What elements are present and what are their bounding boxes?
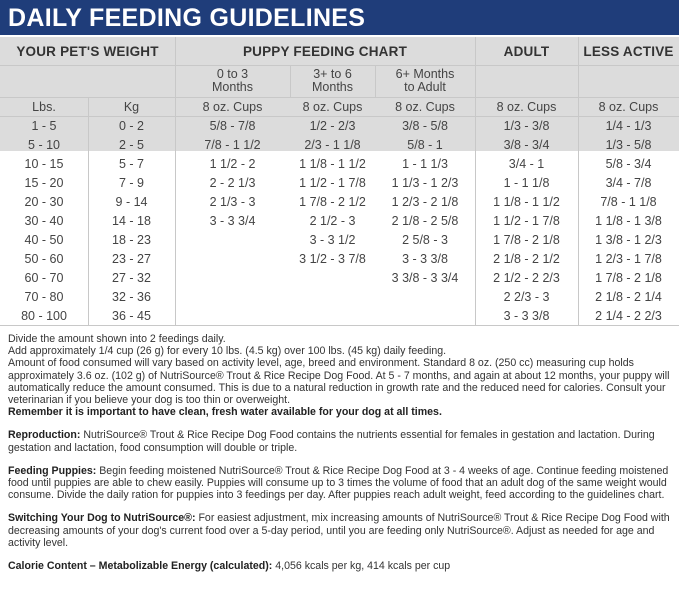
calorie-text: 4,056 kcals per kg, 414 kcals per cup [272,560,451,573]
unit-header: Lbs. [32,99,56,114]
cups-cell: 7/8 - 1 1/2 [204,137,261,152]
weight-cell: 27 - 32 [112,270,151,285]
cups-cell: 2/3 - 1 1/8 [304,137,361,152]
grid-line [290,65,291,97]
cups-cell: 1/3 - 3/8 [503,118,550,133]
cups-cell: 5/8 - 1 [407,137,443,152]
weight-cell: 23 - 27 [112,251,151,266]
weight-cell: 1 - 5 [31,118,57,133]
cups-cell: 1 7/8 - 2 1/8 [595,270,662,285]
cups-cell: 2 1/4 - 2 2/3 [595,308,662,323]
age-header-3 [375,65,475,97]
cups-cell: 2 1/8 - 2 5/8 [391,213,459,228]
reproduction-paragraph [8,429,672,453]
age-header-line: 3+ to 6 [313,67,352,81]
cups-cell: 1 1/8 - 1 1/2 [493,194,560,209]
cups-cell: 1 1/2 - 1 7/8 [493,213,560,228]
cups-cell: 3 - 3 3/8 [402,251,448,266]
note-feedings: Divide the amount shown into 2 feedings daily. [8,333,226,345]
cups-cell: 3 - 3 1/2 [309,232,356,247]
cups-cell: 1 - 1 1/3 [402,156,448,171]
weight-cell: 15 - 20 [24,175,64,190]
cups-cell: 3 1/2 - 3 7/8 [299,251,366,266]
cups-cell: 1/2 - 2/3 [309,118,356,133]
switching-paragraph [8,512,672,549]
weight-cell: 10 - 15 [24,156,64,171]
page-title: DAILY FEEDING GUIDELINES [8,4,366,32]
cups-cell: 2 1/3 - 3 [209,194,256,209]
cups-cell: 1 2/3 - 1 7/8 [595,251,662,266]
reproduction-label: Reproduction: [8,429,81,442]
unit-header: 8 oz. Cups [598,99,659,114]
cups-cell: 1 1/8 - 1 3/8 [595,213,662,228]
age-header-line: to Adult [404,80,446,94]
cups-cell [290,287,375,306]
cups-cell [290,268,375,287]
header-weight: YOUR PET'S WEIGHT [16,43,159,59]
grid-line [88,97,89,325]
feeding-puppies-label: Feeding Puppies: [8,464,97,477]
age-header-2 [290,65,375,97]
grid-line [475,37,476,325]
switching-text: For easiest adjustment, mix increasing amounts of NutriSource® Trout & Rice Recipe Dog Food with decreasing amounts of your dog's current food over a 5-day period, until you are feeding only NutriSource®. Adjust as needed for age and activity level. [8,512,670,549]
cups-cell: 3/8 - 3/4 [503,137,550,152]
weight-cell: 30 - 40 [24,213,64,228]
switching-label: Switching Your Dog to NutriSource®: [8,512,196,525]
cups-cell: 2 1/2 - 3 [309,213,356,228]
age-header-line: Months [312,80,353,94]
weight-cell: 5 - 7 [118,156,144,171]
cups-cell: 3 3/8 - 3 3/4 [391,270,459,285]
weight-cell: 7 - 9 [118,175,144,190]
grid-line [0,65,679,66]
unit-header: 8 oz. Cups [202,99,263,114]
grid-line [0,97,679,98]
unit-header: 8 oz. Cups [302,99,363,114]
age-header-line: 0 to 3 [216,67,249,81]
notes-section [8,333,672,572]
weight-cell: 9 - 14 [115,194,148,209]
cups-cell: 5/8 - 3/4 [605,156,652,171]
cups-cell: 1 7/8 - 2 1/8 [493,232,560,247]
weight-cell: 80 - 100 [21,308,67,323]
reproduction-text: NutriSource® Trout & Rice Recipe Dog Food contains the nutrients essential for females in gestation and lactation. During gestation and lactation, food consumption will double or triple. [8,429,655,454]
cups-cell: 3/4 - 7/8 [605,175,652,190]
age-header-line: Months [212,80,253,94]
unit-header: 8 oz. Cups [395,99,455,114]
weight-cell: 2 - 5 [118,137,144,152]
note-water: Remember it is important to have clean, fresh water available for your dog at all times. [8,406,442,419]
weight-cell: 0 - 2 [118,118,144,133]
cups-cell: 5/8 - 7/8 [209,118,256,133]
cups-cell [375,306,475,325]
note-add-cup: Add approximately 1/4 cup (26 g) for every 10 lbs. (4.5 kg) over 100 lbs. (45 kg) daily feeding. [8,345,447,358]
grid-line [0,116,679,117]
title-banner [0,0,679,35]
weight-cell: 20 - 30 [24,194,64,209]
cups-cell: 1 1/3 - 1 2/3 [391,175,459,190]
weight-cell: 36 - 45 [112,308,151,323]
weight-cell: 5 - 10 [28,137,60,152]
cups-cell: 2 1/8 - 2 1/4 [595,289,662,304]
age-header-line: 6+ Months [395,67,455,81]
cups-cell: 3 - 3 3/4 [209,213,256,228]
calorie-paragraph [8,560,672,572]
header-adult: ADULT [503,43,550,59]
cups-cell [175,287,290,306]
cups-cell: 1 2/3 - 2 1/8 [391,194,459,209]
weight-cell: 60 - 70 [24,270,64,285]
weight-cell: 50 - 60 [24,251,64,266]
cups-cell [375,287,475,306]
weight-cell: 40 - 50 [24,232,64,247]
cups-cell: 1 7/8 - 2 1/2 [299,194,366,209]
header-puppy: PUPPY FEEDING CHART [242,43,408,59]
cups-cell: 1 1/2 - 1 7/8 [299,175,366,190]
cups-cell [175,268,290,287]
cups-cell: 3/8 - 5/8 [402,118,448,133]
cups-cell: 3 - 3 3/8 [503,308,550,323]
grid-line [578,37,579,325]
cups-cell [290,306,375,325]
weight-cell: 14 - 18 [112,213,151,228]
cups-cell [175,230,290,249]
cups-cell: 7/8 - 1 1/8 [600,194,657,209]
cups-cell: 2 2/3 - 3 [503,289,550,304]
cups-cell: 1 - 1 1/8 [503,175,550,190]
header-less-active: LESS ACTIVE [583,43,674,59]
weight-cell: 70 - 80 [24,289,64,304]
grid-line [175,37,176,325]
feeding-puppies-text: Begin feeding moistened NutriSource® Trout & Rice Recipe Dog Food at 3 - 4 weeks of age. Continue feeding moistened food until puppies are able to chew easily. Puppies will consume up to 3 times the volume of food that an adult dog of the same weight would consume. Divide the daily ration for puppies into 3 feedings per day. After puppies reach adult weight, feed according to the guidelines chart. [8,464,669,502]
grid-line [0,325,679,326]
weight-cell: 18 - 23 [112,232,151,247]
cups-cell: 1/4 - 1/3 [605,118,652,133]
feeding-table [0,37,679,325]
cups-cell: 1 1/8 - 1 1/2 [299,156,366,171]
note-amount: Amount of food consumed will vary based on activity level, age, breed and environment. Standard 8 oz. (250 cc) measuring cup holds approximately 3.6 oz. (102 g) of NutriSource® Trout & Rice Recipe Dog Food. At 5 - 7 months, and again at about 12 months, your puppy will automatically reduce the amount consumed. This is due to a natural reduction in growth rate and the reduced need for calories. Consult your veterinarian if you believe your dog is too thin or overweight. [8,357,670,407]
cups-cell: 3/4 - 1 [508,156,545,171]
feeding-puppies-paragraph [8,465,672,502]
cups-cell: 2 - 2 1/3 [209,175,256,190]
age-header-1 [175,65,290,97]
cups-cell: 1/3 - 5/8 [605,137,652,152]
cups-cell: 2 1/8 - 2 1/2 [493,251,560,266]
unit-header: 8 oz. Cups [496,99,557,114]
calorie-label: Calorie Content – Metabolizable Energy (calculated): [8,560,273,573]
cups-cell [175,306,290,325]
cups-cell: 2 1/2 - 2 2/3 [493,270,560,285]
weight-cell: 32 - 36 [112,289,151,304]
cups-cell [175,249,290,268]
cups-cell: 1 3/8 - 1 2/3 [595,232,662,247]
cups-cell: 1 1/2 - 2 [209,156,256,171]
unit-header: Kg [123,99,140,114]
cups-cell: 2 5/8 - 3 [402,232,448,247]
grid-line [375,65,376,97]
